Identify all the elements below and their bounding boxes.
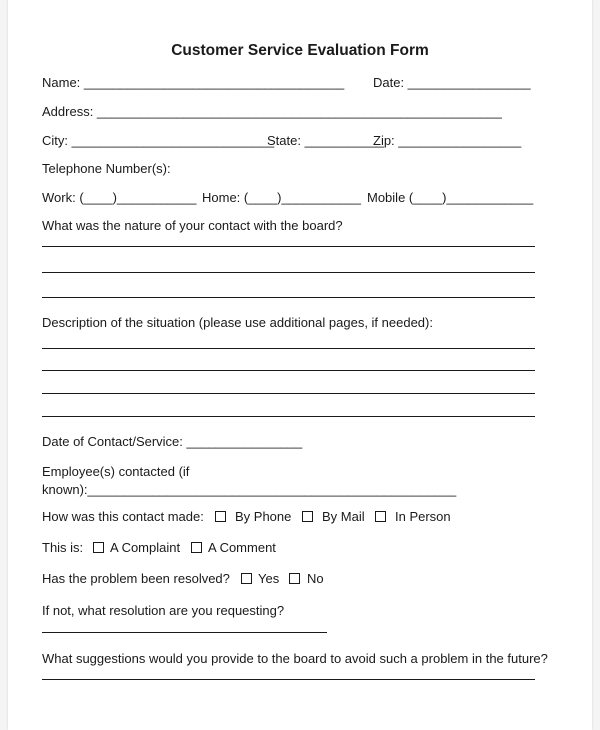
employees-field[interactable]: known):___________________________________________________: [42, 482, 457, 497]
suggestions-question: What suggestions would you provide to the board to avoid such a problem in the future?: [42, 651, 548, 666]
employees-label: Employee(s) contacted (if: [42, 464, 190, 479]
no-checkbox[interactable]: [289, 573, 300, 584]
yes-checkbox[interactable]: [241, 573, 252, 584]
date-field[interactable]: Date: _________________: [373, 75, 531, 90]
by-phone-checkbox[interactable]: [215, 511, 226, 522]
telephone-label: Telephone Number(s):: [42, 161, 171, 176]
form-title: Customer Service Evaluation Form: [171, 42, 429, 59]
by-mail-label: By Mail: [322, 509, 365, 524]
name-field[interactable]: Name: ____________________________________: [42, 75, 345, 90]
city-field[interactable]: City: ____________________________: [42, 133, 275, 148]
in-person-label: In Person: [395, 509, 451, 524]
mobile-phone-field[interactable]: Mobile (____)____________: [367, 190, 534, 205]
answer-line[interactable]: [42, 272, 535, 273]
complaint-label: A Complaint: [110, 540, 181, 555]
in-person-checkbox[interactable]: [375, 511, 386, 522]
answer-line[interactable]: [42, 632, 327, 633]
resolution-question: If not, what resolution are you requesting?: [42, 603, 285, 618]
answer-line[interactable]: [42, 348, 535, 349]
nature-question: What was the nature of your contact with the board?: [42, 218, 343, 233]
answer-line[interactable]: [42, 393, 535, 394]
answer-line[interactable]: [42, 370, 535, 371]
answer-line[interactable]: [42, 297, 535, 298]
home-phone-field[interactable]: Home: (____)___________: [202, 190, 362, 205]
answer-line[interactable]: [42, 679, 535, 680]
address-field[interactable]: Address: ________________________________________________________: [42, 104, 502, 119]
by-mail-checkbox[interactable]: [302, 511, 313, 522]
description-question: Description of the situation (please use additional pages, if needed):: [42, 315, 433, 330]
work-phone-field[interactable]: Work: (____)___________: [42, 190, 197, 205]
no-label: No: [307, 571, 324, 586]
complaint-checkbox[interactable]: [93, 542, 104, 553]
comment-checkbox[interactable]: [191, 542, 202, 553]
yes-label: Yes: [258, 571, 280, 586]
comment-label: A Comment: [208, 540, 276, 555]
this-is-label: This is:: [42, 540, 84, 555]
date-of-contact-field[interactable]: Date of Contact/Service: ________________: [42, 434, 303, 449]
contact-method-label: How was this contact made:: [42, 509, 204, 524]
resolved-label: Has the problem been resolved?: [42, 571, 230, 586]
form-page: [8, 0, 592, 730]
state-field[interactable]: State: ___________: [267, 133, 385, 148]
answer-line[interactable]: [42, 416, 535, 417]
by-phone-label: By Phone: [235, 509, 292, 524]
answer-line[interactable]: [42, 246, 535, 247]
zip-field[interactable]: Zip: _________________: [373, 133, 522, 148]
